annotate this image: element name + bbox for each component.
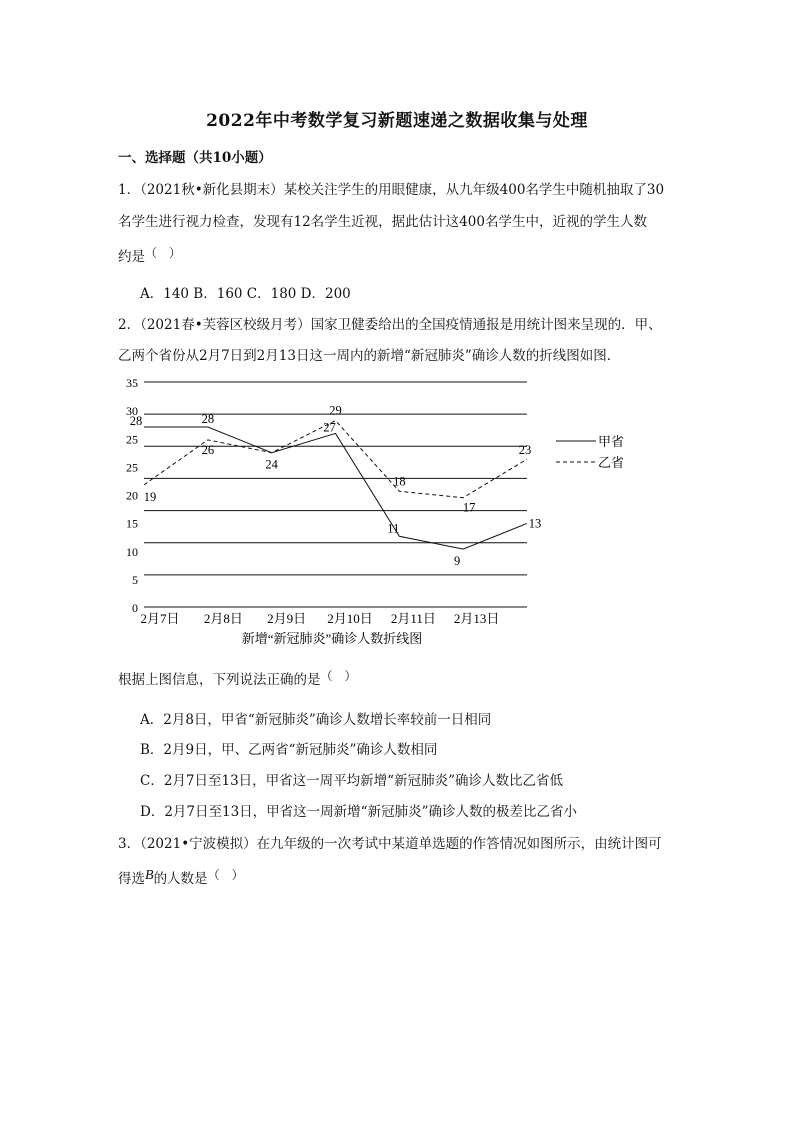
y-tick-label: 15 <box>126 516 138 531</box>
data-label: 19 <box>143 489 157 504</box>
data-label: 9 <box>454 554 461 569</box>
y-tick-label: 5 <box>132 572 138 587</box>
legend-label: 甲省 <box>598 434 625 449</box>
data-label: 28 <box>201 412 215 426</box>
x-tick-label: 2月10日 <box>327 611 373 626</box>
chart-caption: 新增“新冠肺炎”确诊人数折线图 <box>241 631 423 646</box>
y-tick-label: 25 <box>126 432 138 447</box>
page-title: 2022年中考数学复习新题速递之数据收集与处理 <box>206 111 588 131</box>
q2-question-text: 根据上图信息，下列说法正确的是 <box>118 672 321 688</box>
q2-option-a: A．2月8日，甲省“新冠肺炎”确诊人数增长率较前一日相同 <box>140 712 492 728</box>
q2-option-d: D．2月7日至13日，甲省这一周新增“新冠肺炎”确诊人数的极差比乙省小 <box>140 804 577 820</box>
q2-line-1: 2．（2021春•芙蓉区校级月考）国家卫健委给出的全国疫情通报是用统计图来呈现的．甲、 <box>118 317 662 333</box>
legend-label: 乙省 <box>598 455 625 470</box>
q3-stem-b: 的人数是 <box>153 871 208 887</box>
y-tick-label: 35 <box>126 376 138 390</box>
q2-question <box>118 667 357 688</box>
chart-series <box>144 421 527 550</box>
x-tick-label: 2月7日 <box>140 611 180 626</box>
data-label: 11 <box>387 521 400 536</box>
q1-line-1: 1．（2021秋•新化县期末）某校关注学生的用眼健康，从九年级400名学生中随机抽取了30 <box>118 182 665 198</box>
y-tick-label: 0 <box>132 601 138 615</box>
data-label: 13 <box>528 516 542 531</box>
q3-line-2 <box>118 866 244 887</box>
q3-line-1: 3．（2021•宁波模拟）在九年级的一次考试中某道单选题的作答情况如图所示，由统计图可 <box>118 836 662 852</box>
q1-line-3 <box>118 244 181 265</box>
x-tick-label: 2月9日 <box>267 611 307 626</box>
y-tick-label: 10 <box>126 544 138 559</box>
data-label: 28 <box>129 414 143 428</box>
data-label: 18 <box>393 474 406 489</box>
data-label: 24 <box>265 457 278 472</box>
q1-stem-end: 约是 <box>118 249 145 265</box>
q1-line-2: 名学生进行视力检查，发现有12名学生近视，据此估计这400名学生中，近视的学生人数 <box>118 214 647 230</box>
q3-answer-paren: （ ） <box>207 868 244 882</box>
q2-answer-paren: （ ） <box>320 669 357 683</box>
chart-legend <box>556 434 624 470</box>
data-label: 27 <box>323 420 336 435</box>
q3-variable: B <box>145 868 154 883</box>
data-label: 29 <box>329 403 342 418</box>
line-chart <box>0 370 794 670</box>
data-label: 17 <box>462 500 476 515</box>
data-labels <box>130 404 542 569</box>
section-heading: 一、选择题（共10小题） <box>118 150 272 166</box>
x-tick-labels <box>140 611 499 626</box>
x-tick-label: 2月8日 <box>203 611 243 626</box>
q3-stem-a: 得选 <box>118 871 145 887</box>
q1-answer-paren: （ ） <box>145 246 182 260</box>
q2-option-b: B．2月9日，甲、乙两省“新冠肺炎”确诊人数相同 <box>140 742 438 758</box>
y-tick-labels <box>126 376 138 615</box>
y-tick-label: 20 <box>126 488 138 503</box>
y-tick-label: 30 <box>126 404 138 419</box>
q2-option-c: C．2月7日至13日，甲省这一周平均新增“新冠肺炎”确诊人数比乙省低 <box>140 773 563 789</box>
q2-line-2: 乙两个省份从2月7日到2月13日这一周内的新增“新冠肺炎”确诊人数的折线图如图． <box>118 348 621 364</box>
data-label: 23 <box>518 443 532 458</box>
x-tick-label: 2月11日 <box>390 611 436 626</box>
x-tick-label: 2月13日 <box>453 611 500 626</box>
y-tick-label: 25 <box>126 460 138 475</box>
data-label: 26 <box>201 442 215 457</box>
q1-options: A．140 B．160 C．180 D．200 <box>140 286 351 302</box>
